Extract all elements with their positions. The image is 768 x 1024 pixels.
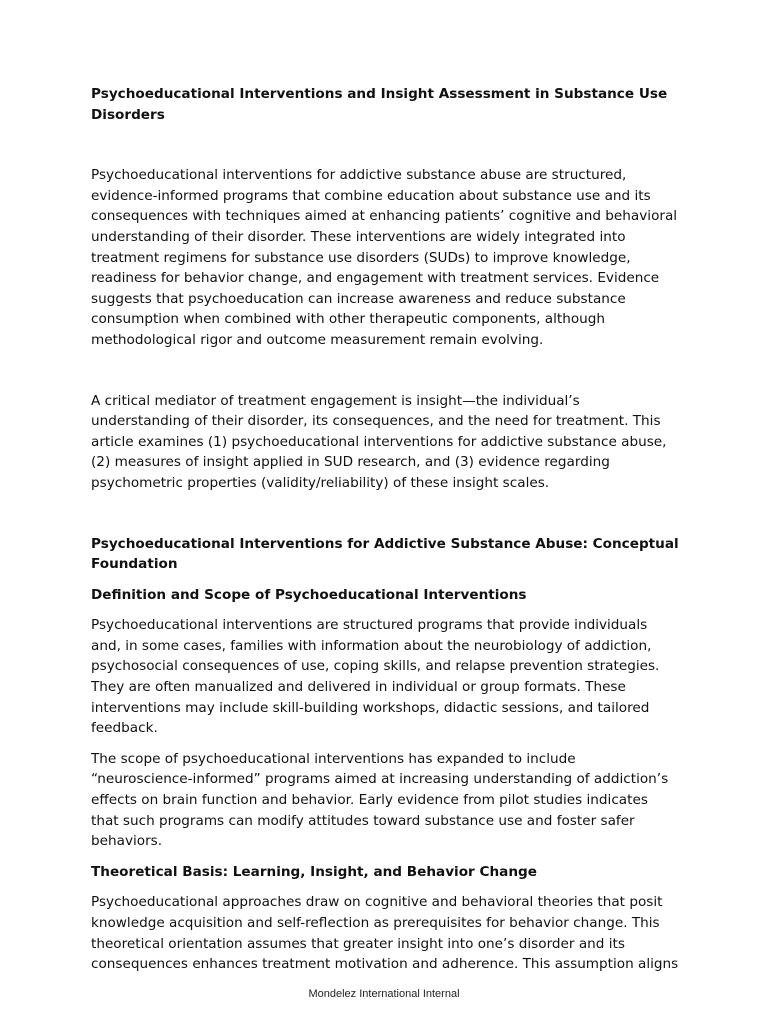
footer-classification: Mondelez International Internal (308, 988, 460, 1000)
definition-paragraph-2: The scope of psychoeducational interventions has expanded to include “neuroscience-informed” programs aimed at increasing understanding of addiction’s effects on brain function and behavior. Early evidence from pilot studies indicates that such programs can modify attitudes toward substance use and foster safer behaviors. (91, 750, 669, 850)
theory-paragraph-1: Psychoeducational approaches draw on cognitive and behavioral theories that posit knowledge acquisition and self-reflection as prerequisites for behavior change. This theoretical orientation assumes that greater insight into one’s disorder and its consequences enhances treatment motivation and adherence. This assumption aligns (91, 894, 679, 973)
subsection-heading-theory: Theoretical Basis: Learning, Insight, and Behavior Change (91, 863, 537, 880)
subsection-heading-definition: Definition and Scope of Psychoeducational Interventions (91, 586, 527, 603)
section-heading: Psychoeducational Interventions for Addictive Substance Abuse: Conceptual Foundation (91, 535, 679, 573)
intro-paragraph-1: Psychoeducational interventions for addictive substance abuse are structured, evidence-informed programs that combine education about substance use and its consequences with techniques aimed at enhancing patients’ cognitive and behavioral understanding of their disorder. These interventions are widely integrated into treatment regimens for substance use disorders (SUDs) to improve knowledge, readiness for behavior change, and engagement with treatment services. Evidence suggests that psychoeducation can increase awareness and reduce substance consumption when combined with other therapeutic components, although methodological rigor and outcome measurement remain evolving. (91, 167, 678, 348)
document-title: Psychoeducational Interventions and Insight Assessment in Substance Use Disorders (91, 86, 668, 123)
definition-paragraph-1: Psychoeducational interventions are structured programs that provide individuals and, in some cases, families with information about the neurobiology of addiction, psychosocial consequences of use, coping skills, and relapse prevention strategies. They are often manualized and delivered in individual or group formats. These interventions may include skill-building workshops, didactic sessions, and tailored feedback. (91, 617, 660, 737)
document-body (91, 84, 679, 975)
intro-paragraph-2: A critical mediator of treatment engagement is insight—the individual’s understanding of their disorder, its consequences, and the need for treatment. This article examines (1) psychoeducational interventions for addictive substance abuse, (2) measures of insight applied in SUD research, and (3) evidence regarding psychometric properties (validity/reliability) of these insight scales. (91, 392, 667, 491)
